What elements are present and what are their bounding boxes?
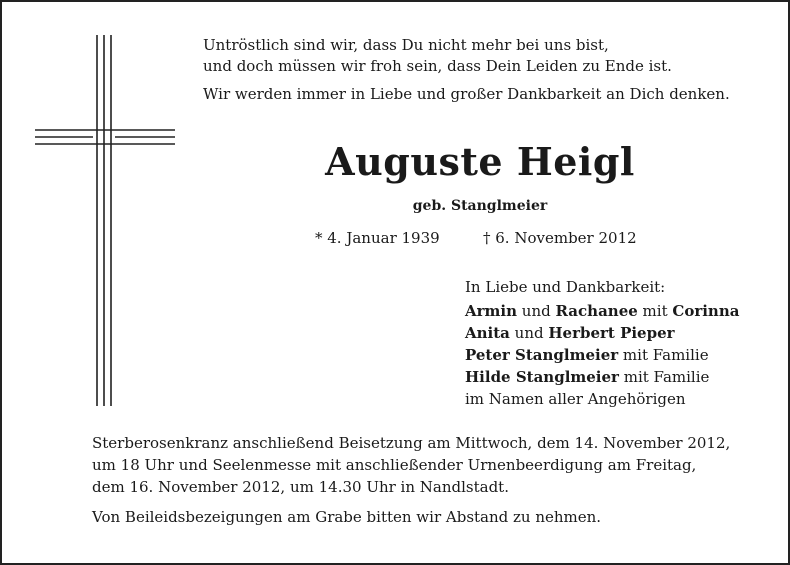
verse-line: und doch müssen wir froh sein, dass Dein Leiden zu Ende ist. xyxy=(203,57,672,75)
connector-text: mit Familie xyxy=(618,368,710,386)
verse-line: Wir werden immer in Liebe und großer Dankbarkeit an Dich denken. xyxy=(203,85,730,103)
death-date: † 6. November 2012 xyxy=(483,229,637,247)
notice-line: Sterberosenkranz anschließend Beisetzung am Mittwoch, dem 14. November 2012, xyxy=(92,434,731,452)
mourner-name: Peter Stanglmeier xyxy=(465,346,619,364)
notice-line: um 18 Uhr und Seelenmesse mit anschließender Urnenbeerdigung am Freitag, xyxy=(92,456,697,474)
mourner-name: Anita xyxy=(465,324,510,342)
verse xyxy=(203,35,773,105)
mourner-line: im Namen aller Angehörigen xyxy=(465,390,686,408)
verse-line: Untröstlich sind wir, dass Du nicht mehr bei uns bist, xyxy=(203,36,609,54)
mourner-line xyxy=(465,344,775,366)
mourners-intro: In Liebe und Dankbarkeit: xyxy=(465,278,666,296)
condolence-request: Von Beileidsbezeigungen am Grabe bitten wir Abstand zu nehmen. xyxy=(92,508,602,526)
mourner-line xyxy=(465,300,775,322)
connector-text: und xyxy=(517,302,556,320)
birth-date: * 4. Januar 1939 xyxy=(315,229,440,247)
maiden-name: geb. Stanglmeier xyxy=(412,198,548,214)
connector-text: mit xyxy=(637,302,673,320)
connector-text: mit Familie xyxy=(618,346,709,364)
mourner-name: Corinna xyxy=(672,302,740,320)
connector-text: und xyxy=(509,324,549,342)
mourners-list xyxy=(465,276,775,410)
mourner-line xyxy=(465,366,775,388)
mourner-name: Rachanee xyxy=(555,302,638,320)
mourner-name: Armin xyxy=(465,302,518,320)
mourner-line xyxy=(465,322,775,344)
deceased-name: Auguste Heigl xyxy=(325,139,635,184)
mourner-name: Hilde Stanglmeier xyxy=(465,368,619,386)
notice-line: dem 16. November 2012, um 14.30 Uhr in Nandlstadt. xyxy=(92,478,509,496)
mourner-name: Herbert Pieper xyxy=(548,324,675,342)
funeral-notice xyxy=(92,432,756,528)
